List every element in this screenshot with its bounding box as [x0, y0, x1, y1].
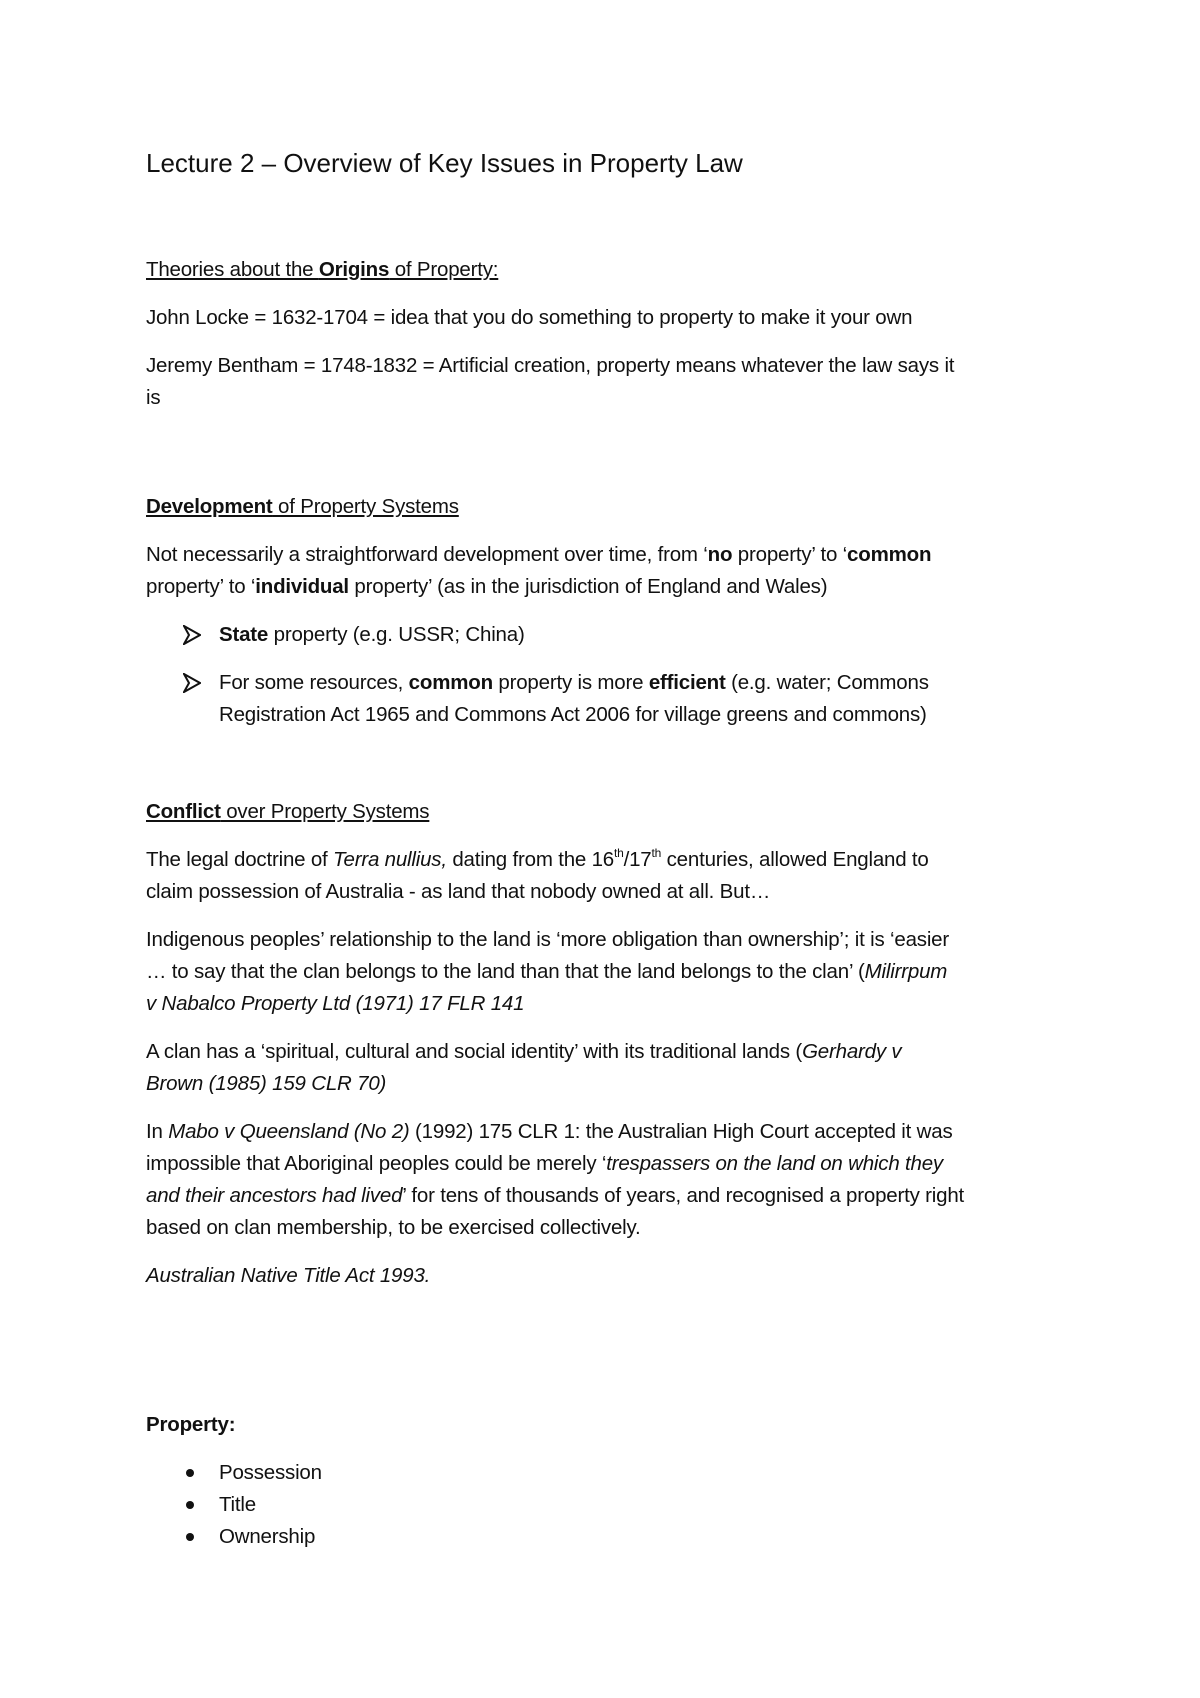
development-heading-post: of Property Systems — [272, 495, 459, 518]
origins-heading-bold: Origins — [318, 258, 390, 281]
list-item-text — [219, 619, 1069, 651]
development-bold-no: no — [707, 543, 733, 566]
list-item-label: Ownership — [219, 1525, 316, 1548]
clan-paragraph — [146, 1036, 1066, 1100]
arrow-bullet-icon — [183, 625, 201, 645]
list-item-state-property — [183, 619, 1073, 651]
mabo-italic: and their ancestors had lived — [146, 1184, 403, 1207]
conflict-heading-bold: Conflict — [146, 800, 221, 823]
list-item — [183, 1457, 583, 1489]
clan-text: A clan has a ‘spiritual, cultural and social identity’ with its traditional lands ( — [146, 1040, 803, 1063]
mabo-italic: trespassers on the land on which they — [606, 1152, 943, 1175]
item-text: Registration Act 1965 and Commons Act 2006 for village greens and commons) — [219, 703, 927, 726]
mabo-text: based on clan membership, to be exercised collectively. — [146, 1216, 641, 1239]
list-item — [183, 1521, 583, 1553]
development-heading — [146, 491, 1066, 523]
item-text: (e.g. water; Commons — [725, 671, 929, 694]
item-text: For some resources, — [219, 671, 409, 694]
development-bold-individual: individual — [255, 575, 349, 598]
development-text: property’ (as in the jurisdiction of England and Wales) — [348, 575, 828, 598]
bullet-dot-icon — [186, 1501, 194, 1509]
bentham-line-1: Jeremy Bentham = 1748-1832 = Artificial creation, property means whatever the law says it — [146, 354, 955, 377]
indigenous-paragraph — [146, 924, 1066, 1020]
ind-italic: Milirrpum — [864, 960, 948, 983]
bullet-dot-icon — [186, 1469, 194, 1477]
ind-text: … to say that the clan belongs to the land than that the land belongs to the clan’ ( — [146, 960, 865, 983]
mabo-text: ’ for tens of thousands of years, and recognised a property right — [402, 1184, 965, 1207]
item-bold-efficient: efficient — [648, 671, 726, 694]
bentham-paragraph — [146, 350, 1066, 414]
conflict-heading-post: over Property Systems — [220, 800, 430, 823]
list-item-common-property — [183, 667, 1073, 731]
item-bold-common: common — [408, 671, 493, 694]
development-paragraph — [146, 539, 1066, 603]
property-heading: Property: — [146, 1413, 236, 1436]
arrow-bullet-icon — [183, 673, 201, 693]
mabo-paragraph — [146, 1116, 1066, 1244]
tn-text: The legal doctrine of — [146, 848, 334, 871]
locke-line: John Locke = 1632-1704 = idea that you do something to property to make it your own — [146, 306, 913, 329]
tn-superscript: th — [651, 846, 662, 860]
list-item-label: Title — [219, 1493, 256, 1516]
tn-italic: Terra nullius, — [333, 848, 447, 871]
terra-nullius-paragraph — [146, 844, 1066, 908]
ind-italic: v Nabalco Property Ltd (1971) 17 FLR 141 — [146, 992, 525, 1015]
clan-italic: Brown (1985) 159 CLR 70) — [146, 1072, 387, 1095]
mabo-italic: Mabo v Queensland (No 2) — [168, 1120, 410, 1143]
development-text: Not necessarily a straightforward development over time, from ‘ — [146, 543, 708, 566]
mabo-text: (1992) 175 CLR 1: the Australian High Court accepted it was — [409, 1120, 953, 1143]
tn-text: /17 — [623, 848, 652, 871]
development-bold-common: common — [847, 543, 932, 566]
ind-text: Indigenous peoples’ relationship to the land is ‘more obligation than ownership’; it is ‘easier — [146, 928, 950, 951]
list-item-label: Possession — [219, 1461, 322, 1484]
mabo-text: In — [146, 1120, 169, 1143]
origins-heading — [146, 254, 1066, 286]
page-title: Lecture 2 – Overview of Key Issues in Property Law — [146, 148, 743, 178]
bullet-dot-icon — [186, 1533, 194, 1541]
origins-heading-pre: Theories about the — [146, 258, 319, 281]
development-text: property’ to ‘ — [732, 543, 848, 566]
native-title-act: Australian Native Title Act 1993. — [146, 1264, 431, 1287]
state-rest: property (e.g. USSR; China) — [268, 623, 525, 646]
clan-italic: Gerhardy v — [802, 1040, 902, 1063]
conflict-heading — [146, 796, 1066, 828]
development-text: property’ to ‘ — [146, 575, 256, 598]
tn-superscript: th — [614, 846, 624, 860]
bentham-line-2: is — [146, 386, 161, 409]
list-item — [183, 1489, 583, 1521]
tn-text: dating from the 16 — [446, 848, 614, 871]
mabo-text: impossible that Aboriginal peoples could be merely ‘ — [146, 1152, 607, 1175]
item-text: property is more — [492, 671, 649, 694]
state-bold: State — [219, 623, 269, 646]
tn-text: claim possession of Australia - as land that nobody owned at all. But… — [146, 880, 771, 903]
list-item-text — [219, 667, 1069, 731]
origins-heading-post: of Property: — [389, 258, 499, 281]
development-heading-bold: Development — [146, 495, 273, 518]
tn-text: centuries, allowed England to — [661, 848, 929, 871]
